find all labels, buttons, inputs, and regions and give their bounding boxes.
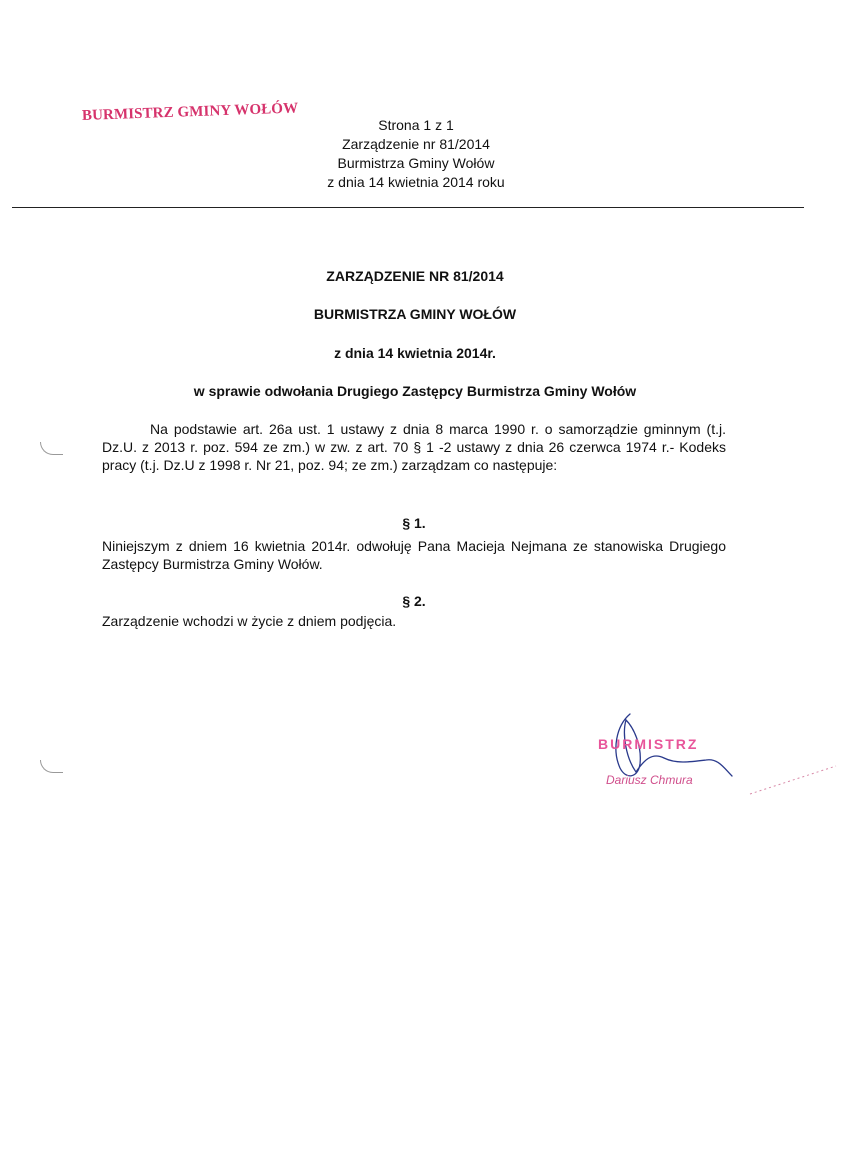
page-number: Strona 1 z 1 [378,117,454,133]
section-2-text: Zarządzenie wchodzi w życie z dniem podjęcia. [102,613,397,629]
legal-basis-paragraph: Na podstawie art. 26a ust. 1 ustawy z dnia 8 marca 1990 r. o samorządzie gminnym (t.j. Dz.U. z 2013 r. poz. 594 ze zm.) w zw. z art. 70 § 1 -2 ustawy z dnia 26 czerwca 1974 r.- Kodeks pracy (t.j. Dz.U z 1998 r. Nr 21, poz. 94; ze zm.) zarządzam co następuje: [102,421,726,473]
signature-stamp-name: Dariusz Chmura [606,773,693,787]
section-1-mark: § 1. [402,515,426,531]
decorative-dashed-line [748,760,838,800]
punch-hole-mark [40,760,63,773]
document-title: ZARZĄDZENIE NR 81/2014 [326,268,504,284]
document-issuer-title: BURMISTRZA GMINY WOŁÓW [313,306,517,322]
signature-stamp-title: BURMISTRZ [598,736,699,752]
document-subject: w sprawie odwołania Drugiego Zastępcy Burmistrza Gminy Wołów [193,383,637,399]
order-number: Zarządzenie nr 81/2014 [342,136,490,152]
section-1-text: Niniejszym z dniem 16 kwietnia 2014r. odwołuję Pana Macieja Nejmana ze stanowiska Drugiego Zastępcy Burmistrza Gminy Wołów. [102,538,726,572]
header-divider [12,207,804,208]
issuer: Burmistrza Gminy Wołów [337,155,495,171]
document-date-title: z dnia 14 kwietnia 2014r. [334,345,496,361]
issue-date: z dnia 14 kwietnia 2014 roku [327,174,505,190]
section-2-mark: § 2. [402,593,426,609]
document-header-meta [296,116,536,192]
punch-hole-mark [40,442,63,455]
burmistrz-stamp: BURMISTRZ GMINY WOŁÓW [81,100,299,124]
